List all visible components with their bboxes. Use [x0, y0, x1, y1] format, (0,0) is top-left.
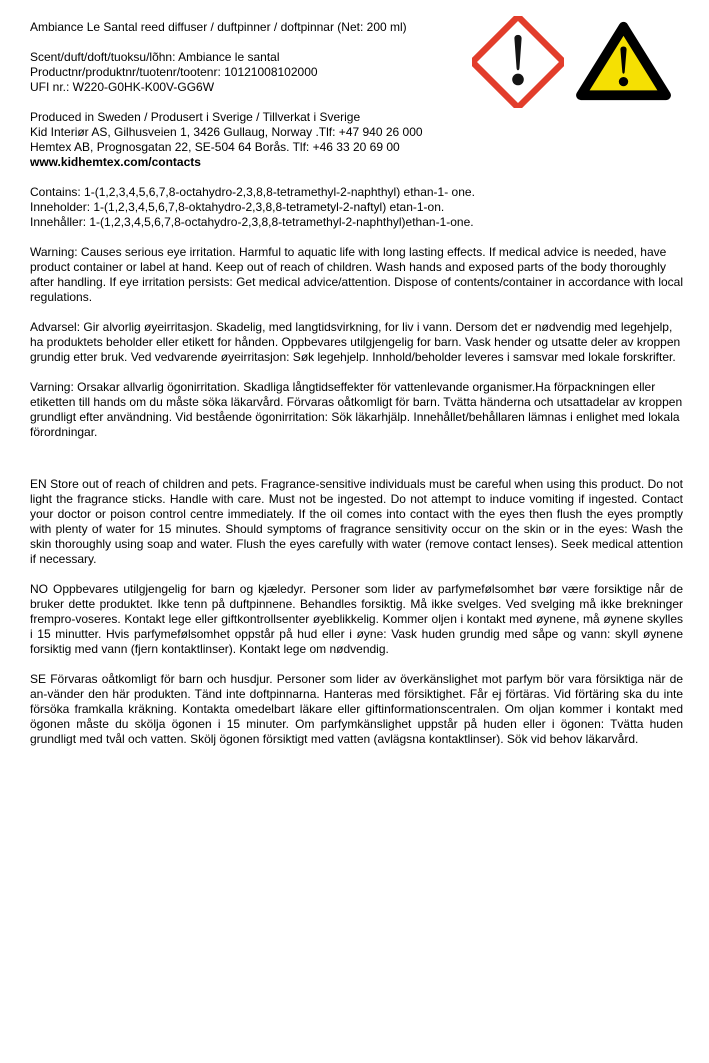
ufi-number-line: UFI nr.: W220-G0HK-K00V-GG6W	[30, 80, 215, 94]
usage-instructions-se: SE Förvaras oåtkomligt för barn och husdjur. Personer som lider av överkänslighet mot parfym bör vara försiktiga när de an-vänder den här produkten. Tänd inte doftpinnarna. Hanteras med försiktighet. Får ej förtäras. Vid förtäring ska du inte försöka framkalla kräkning. Kontakta omedelbart läkare eller giftinformationscentralen. Om oljan kommer i kontakt med ögonen måste du skölja ögonen i 15 minuter. Om parfymkänslighet uppstår på huden eller i ögonen: Tvätta huden grundligt med tvål och vatten. Skölj ögonen försiktigt med vatten (avlägsna kontaktlinser). Sök vid behov läkarvård.	[30, 672, 683, 746]
produced-in-line: Produced in Sweden / Produsert i Sverige / Tillverkat i Sverige	[30, 110, 361, 124]
ingredients-section	[30, 185, 683, 230]
kid-address-line: Kid Interiør AS, Gilhusveien 1, 3426 Gullaug, Norway .Tlf: +47 940 26 000	[30, 125, 423, 139]
scent-line: Scent/duft/doft/tuoksu/lõhn: Ambiance le santal	[30, 50, 280, 64]
product-number-line: Productnr/produktnr/tuotenr/tootenr: 10121008102000	[30, 65, 318, 79]
hemtex-address-line: Hemtex AB, Prognosgatan 22, SE-504 64 Borås. Tlf: +46 33 20 69 00	[30, 140, 400, 154]
usage-instructions-no: NO Oppbevares utilgjengelig for barn og kjæledyr. Personer som lider av parfymefølsomhet bør være forsiktige når de bruker dette produktet. Ikke tenn på duftpinnene. Behandles forsiktig. Må ikke svelges. Ved svelging må ikke brekninger frempro-voseres. Kontakt lege eller giftkontrollsenter øyeblikkelig. Kommer oljen i kontakt med øynene, må øynene skylles i 15 minutter. Hvis parfymefølsomhet oppstår på hud eller i øyne: Vask huden grundig med såpe og vann: skyll øynene forsiktig med vann (fjern kontaktlinser). Kontakt lege om nødvendig.	[30, 582, 683, 656]
ghs07-exclamation-icon	[472, 16, 564, 108]
ghs-exclamation-dot	[512, 74, 524, 86]
website-text: www.kidhemtex.com/contacts	[30, 155, 201, 169]
hazard-warning-no: Advarsel: Gir alvorlig øyeirritasjon. Skadelig, med langtidsvirkning, for liv i vann. Dersom det er nødvendig med legehjelp, ha produktets beholder eller etikett for hånden. Oppbevares utilgjengelig for barn. Vask hender og utsatte deler av kroppen grundig etter bruk. Ved vedvarende øyeirritasjon: Søk legehjelp. Innhold/beholder leveres i samsvar med lokale forskrifter.	[30, 320, 681, 364]
warning-triangle-icon	[573, 17, 674, 105]
page-title: Ambiance Le Santal reed diffuser / duftpinner / doftpinnar (Net: 200 ml)	[30, 20, 407, 34]
triangle-exclamation-dot	[619, 77, 628, 86]
contains-line-no: Inneholder: 1-(1,2,3,4,5,6,7,8-oktahydro-2,3,8,8-tetrametyl-2-naftyl) etan-1-on.	[30, 200, 445, 214]
hazard-warning-en: Warning: Causes serious eye irritation. Harmful to aquatic life with long lasting effects. If medical advice is needed, have product container or label at hand. Keep out of reach of children. Wash hands and exposed parts of the body thoroughly after handling. If eye irritation persists: Get medical advice/attention. Dispose of contents/container in accordance with local regulations.	[30, 245, 684, 304]
hazard-warning-se: Varning: Orsakar allvarlig ögonirritation. Skadliga långtidseffekter för vattenlevande organismer.Ha förpackningen eller etiketten till hands om du måste söka läkarvård. Förvaras oåtkomligt för barn. Tvätta händerna och utsattadelar av kroppen grundligt efter användning. Vid bestående ögonirritation: Sök läkarhjälp. Innehållet/behållaren lämnas i enlighet med lokala förordningar.	[30, 380, 683, 439]
usage-instructions-en: EN Store out of reach of children and pets. Fragrance-sensitive individuals must be careful when using this product. Do not light the fragrance sticks. Handle with care. Must not be ingested. Do not attempt to induce vomiting if ingested. Contact your doctor or poison control centre immediately. If the oil comes into contact with the eyes then flush the eyes promptly with plenty of water for 15 minutes. Should symptoms of fragrance sensitivity occur on the skin or in the eyes: Wash the skin thoroughly using soap and water. Flush the eyes carefully with water (remove contact lenses). Seek medical attention if necessary.	[30, 477, 683, 566]
contains-line-se: Innehåller: 1-(1,2,3,4,5,6,7,8-octahydro-2,3,8,8-tetramethyl-2-naphthyl)ethan-1-one.	[30, 215, 474, 229]
producer-info-section	[30, 110, 683, 170]
contains-line-en: Contains: 1-(1,2,3,4,5,6,7,8-octahydro-2,3,8,8-tetramethyl-2-naphthyl) ethan-1- one.	[30, 185, 475, 199]
